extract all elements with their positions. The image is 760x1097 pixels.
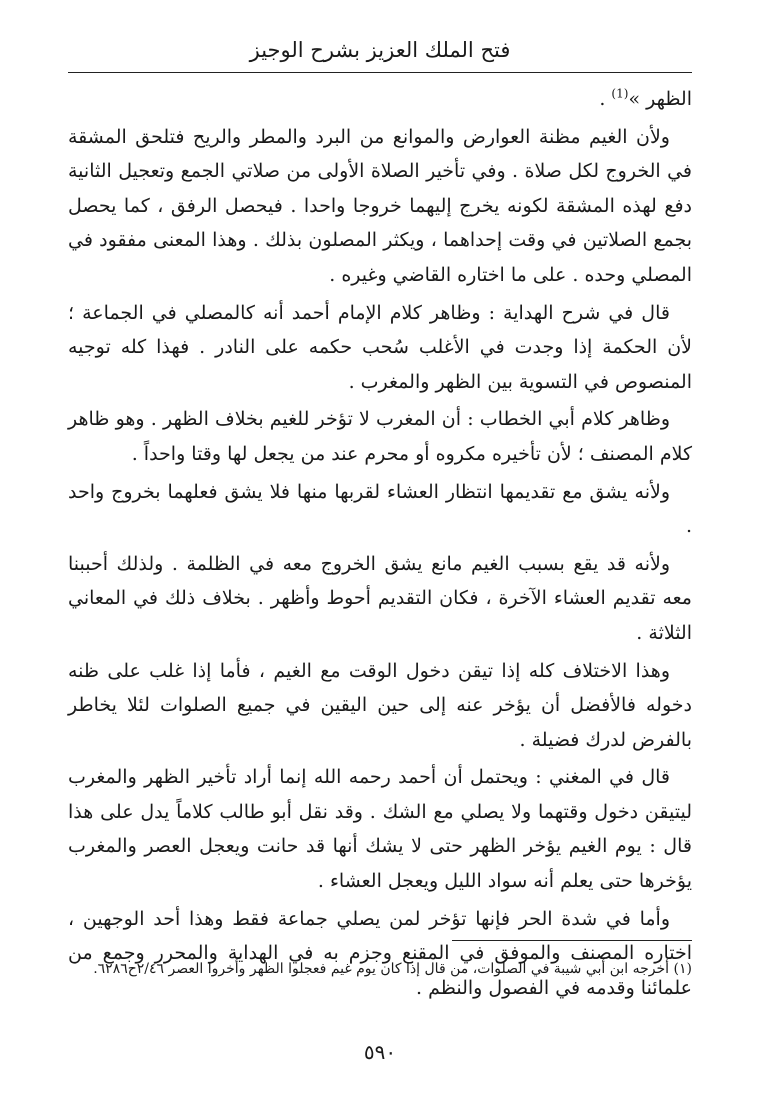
paragraph: ولأنه قد يقع بسبب الغيم مانع يشق الخروج معه في الظلمة . ولذلك أحببنا معه تقديم العشاء الآخرة ، فكان التقديم أحوط وأظهر . بخلاف ذلك في المعاني الثلاثة . bbox=[68, 552, 692, 644]
main-text bbox=[68, 82, 692, 1008]
page-number: ٥٩٠ bbox=[363, 1040, 397, 1064]
paragraph: قال في المغني : ويحتمل أن أحمد رحمه الله إنما أراد تأخير الظهر والمغرب ليتيقن دخول وقتهما ولا يصلي مع الشك . وقد نقل أبو طالب كلاماً يدل على هذا قال : يوم الغيم يؤخر الظهر حتى لا يشك أنها قد حانت ويعجل العصر والمغرب يؤخرها حتى يعلم أنه سواد الليل ويعجل العشاء . bbox=[68, 766, 692, 893]
footnote: (١) أخرجه ابن أبي شيبة في الصلوات، من قال إذا كان يوم غيم فعجلوا الظهر وأخروا العصر ٢/٤٦ح٦٢٨٦. bbox=[93, 961, 692, 977]
paragraph: وأما في شدة الحر فإنها تؤخر لمن يصلي جماعة فقط وهذا أحد الوجهين ، اختاره المصنف والموفق في المقنع وجزم به في الهداية والمحرر وجمع من علمائنا وقدمه في الفصول والنظم . bbox=[68, 907, 692, 999]
paragraph: قال في شرح الهداية : وظاهر كلام الإمام أحمد أنه كالمصلي في الجماعة ؛ لأن الحكمة إذا وجدت في الأغلب سُحب حكمه على النادر . فهذا كله توجيه المنصوص في التسوية بين الظهر والمغرب . bbox=[68, 301, 692, 393]
paragraph: وظاهر كلام أبي الخطاب : أن المغرب لا تؤخر للغيم بخلاف الظهر . وهو ظاهر كلام المصنف ؛ لأن تأخيره مكروه أو محرم عند من يجعل لها وقتا واحداً . bbox=[68, 408, 692, 465]
paragraph: ولأن الغيم مظنة العوارض والموانع من البرد والمطر والريح فتلحق المشقة في الخروج لكل صلاة . وفي تأخير الصلاة الأولى من صلاتي الجمع وتعجيل الثانية دفع لهذه المشقة لكونه يخرج إليهما خروجا واحدا . فيحصل الرفق ، كما يحصل بجمع الصلاتين في وقت إحداهما ، ويكثر المصلون بذلك . وهذا المعنى مفقود في المصلي وحده . على ما اختاره القاضي وغيره . bbox=[68, 125, 692, 286]
paragraph: وهذا الاختلاف كله إذا تيقن دخول الوقت مع الغيم ، فأما إذا غلب على ظنه دخوله فالأفضل أن يؤخر عنه إلى حين اليقين في جميع الصلوات لئلا يخاطر بالفرض لدرك فضيلة . bbox=[68, 659, 692, 751]
paragraph-tail: . bbox=[599, 88, 612, 110]
paragraph: ولأنه يشق مع تقديمها انتظار العشاء لقربها منها فلا يشق فعلهما بخروج واحد . bbox=[68, 480, 692, 538]
running-header bbox=[68, 28, 692, 73]
paragraph-text: الظهر » bbox=[628, 88, 692, 110]
book-title: فتح الملك العزيز بشرح الوجيز bbox=[249, 38, 511, 62]
paragraph bbox=[68, 82, 692, 117]
footnote-reference[interactable]: (1) bbox=[611, 86, 629, 101]
footnote-divider bbox=[452, 940, 692, 941]
